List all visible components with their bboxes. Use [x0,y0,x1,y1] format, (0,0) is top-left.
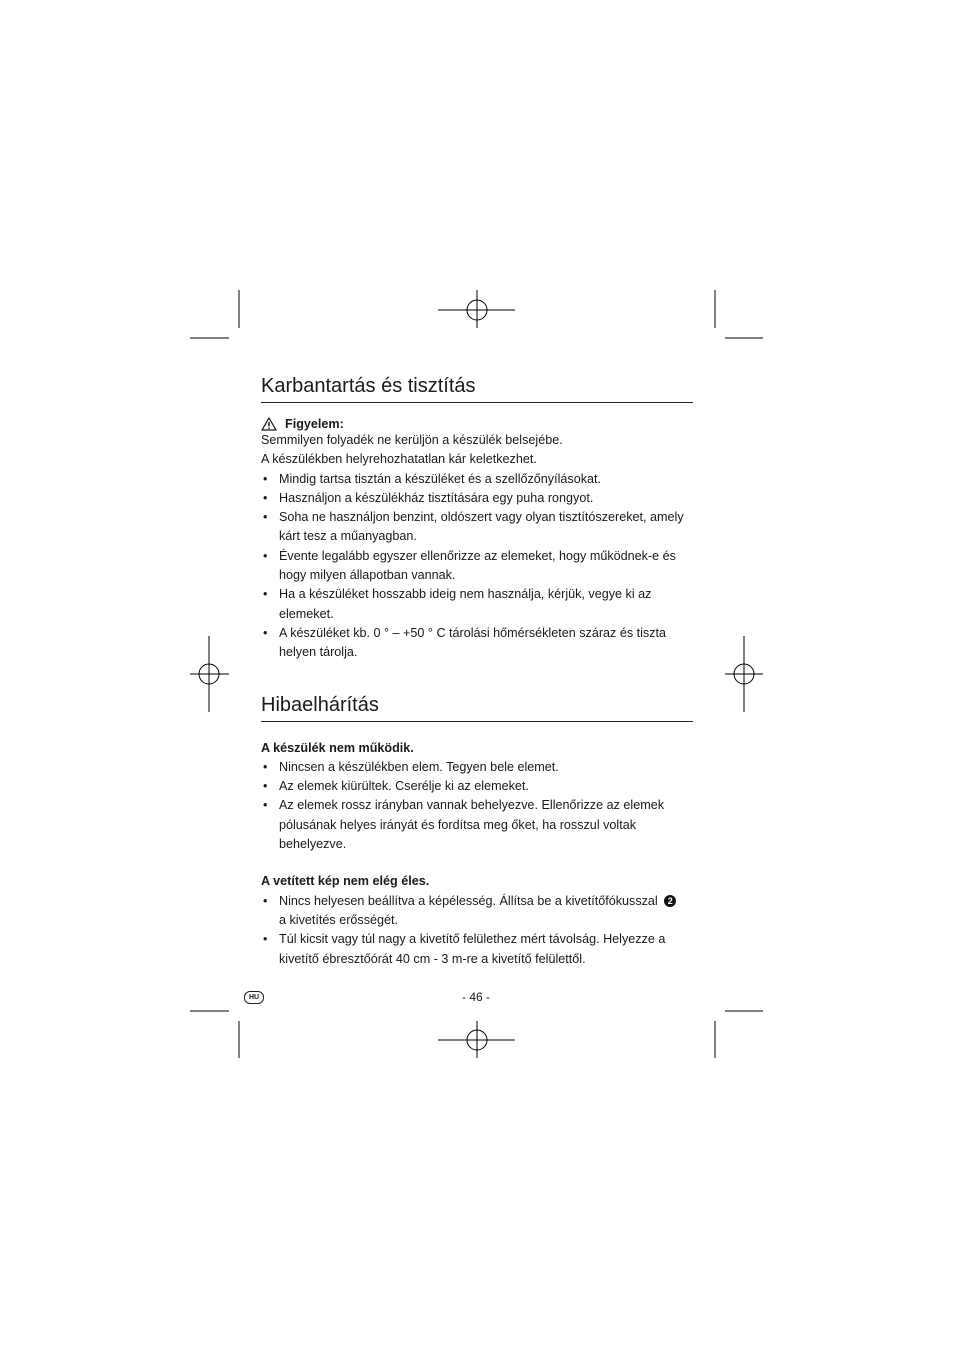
warning-label: Figyelem: [285,417,344,431]
list-item: • Túl kicsit vagy túl nagy a kivetítő felülethez mért távolság. Helyezze a kivetítő ébresztőórát 40 cm - 3 m-re a kivetítő felülettől. [261,930,693,969]
warning-line: A készülékben helyrehozhatatlan kár keletkezhet. [261,452,537,467]
warning-triangle-icon [261,417,277,431]
list-item: • Mindig tartsa tisztán a készüléket és a szellőzőnyílásokat. [261,470,693,489]
image-sharpness-list [261,892,693,969]
language-badge: HU [244,991,264,1004]
list-item [261,892,693,931]
list-item-text: a kivetítés erősségét. [279,912,399,927]
page-number: - 46 - [461,990,490,1004]
maintenance-list [261,470,693,663]
part-reference-badge: 2 [664,895,676,907]
list-item: • Soha ne használjon benzint, oldószert vagy olyan tisztítószereket, amely kárt tesz a műanyagban. [261,508,693,547]
not-working-list [261,758,693,854]
page-content [261,372,693,969]
subheading-image-not-sharp: A vetített kép nem elég éles. [261,874,430,889]
list-item: • Az elemek rossz irányban vannak behelyezve. Ellenőrizze az elemek pólusának helyes irányát és fordítsa meg őket, ha rosszul voltak behelyezve. [261,796,693,854]
list-item: • A készüléket kb. 0 ° – +50 ° C tárolási hőmérsékleten száraz és tiszta helyen tárolja. [261,624,693,663]
section-title-maintenance: Karbantartás és tisztítás [261,372,693,403]
list-item: • Nincsen a készülékben elem. Tegyen bele elemet. [261,758,693,777]
subheading-not-working: A készülék nem működik. [261,740,414,755]
list-item-text: Nincs helyesen beállítva a képélesség. Állítsa be a kivetítőfókusszal [279,893,658,908]
list-item: • Használjon a készülékház tisztítására egy puha rongyot. [261,489,693,508]
list-item: • Évente legalább egyszer ellenőrizze az elemeket, hogy működnek-e és hogy milyen állapotban vannak. [261,547,693,586]
warning-block [261,417,693,431]
list-item: • Ha a készüléket hosszabb ideig nem használja, kérjük, vegye ki az elemeket. [261,585,693,624]
warning-line: Semmilyen folyadék ne kerüljön a készülék belsejébe. [261,433,563,447]
section-title-troubleshooting: Hibaelhárítás [261,691,693,722]
page-footer [244,990,714,1008]
list-item: • Az elemek kiürültek. Cserélje ki az elemeket. [261,777,693,796]
